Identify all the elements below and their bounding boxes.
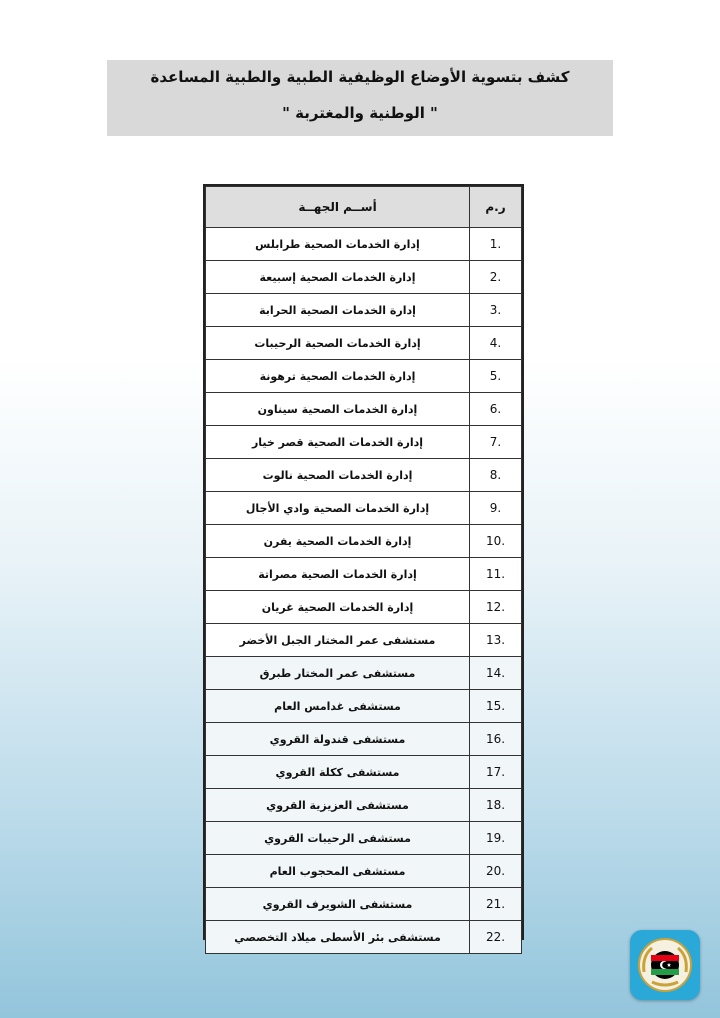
row-entity-name: مستشفى ككلة القروي bbox=[206, 756, 470, 789]
row-number: 6. bbox=[470, 393, 522, 426]
row-entity-name: مستشفى قندولة القروي bbox=[206, 723, 470, 756]
table-row bbox=[206, 558, 522, 591]
table-row bbox=[206, 921, 522, 954]
table-row bbox=[206, 492, 522, 525]
table-row bbox=[206, 657, 522, 690]
row-entity-name: إدارة الخدمات الصحية طرابلس bbox=[206, 228, 470, 261]
row-number: 13. bbox=[470, 624, 522, 657]
table-row bbox=[206, 228, 522, 261]
row-entity-name: إدارة الخدمات الصحية الرحيبات bbox=[206, 327, 470, 360]
table-row bbox=[206, 888, 522, 921]
row-entity-name: مستشفى عمر المختار طبرق bbox=[206, 657, 470, 690]
header-entity: أســم الجهــة bbox=[206, 187, 470, 228]
table-row bbox=[206, 459, 522, 492]
row-number: 10. bbox=[470, 525, 522, 558]
row-entity-name: إدارة الخدمات الصحية نالوت bbox=[206, 459, 470, 492]
header-number: ر.م bbox=[470, 187, 522, 228]
row-number: 5. bbox=[470, 360, 522, 393]
entities-table-grid bbox=[205, 186, 522, 954]
row-entity-name: مستشفى العزيزية القروي bbox=[206, 789, 470, 822]
entities-table bbox=[203, 184, 524, 944]
app-logo bbox=[630, 930, 700, 1000]
row-number: 18. bbox=[470, 789, 522, 822]
table-row bbox=[206, 327, 522, 360]
table-row bbox=[206, 294, 522, 327]
row-number: 20. bbox=[470, 855, 522, 888]
row-number: 3. bbox=[470, 294, 522, 327]
row-entity-name: إدارة الخدمات الصحية قصر خيار bbox=[206, 426, 470, 459]
table-header-row bbox=[206, 187, 522, 228]
row-entity-name: إدارة الخدمات الصحية يفرن bbox=[206, 525, 470, 558]
row-number: 15. bbox=[470, 690, 522, 723]
row-number: 16. bbox=[470, 723, 522, 756]
row-entity-name: مستشفى غدامس العام bbox=[206, 690, 470, 723]
row-entity-name: إدارة الخدمات الصحية الحرابة bbox=[206, 294, 470, 327]
row-entity-name: مستشفى المحجوب العام bbox=[206, 855, 470, 888]
row-entity-name: مستشفى الشويرف القروي bbox=[206, 888, 470, 921]
table-row bbox=[206, 393, 522, 426]
table-row bbox=[206, 426, 522, 459]
row-number: 8. bbox=[470, 459, 522, 492]
row-number: 12. bbox=[470, 591, 522, 624]
row-entity-name: إدارة الخدمات الصحية غريان bbox=[206, 591, 470, 624]
table-row bbox=[206, 789, 522, 822]
row-number: 17. bbox=[470, 756, 522, 789]
document-title-box bbox=[107, 60, 613, 136]
table-row bbox=[206, 723, 522, 756]
libya-emblem-icon bbox=[638, 938, 692, 992]
row-entity-name: إدارة الخدمات الصحية وادي الأجال bbox=[206, 492, 470, 525]
row-number: 21. bbox=[470, 888, 522, 921]
row-entity-name: مستشفى بئر الأسطى ميلاد التخصصي bbox=[206, 921, 470, 954]
table-row bbox=[206, 822, 522, 855]
table-row bbox=[206, 525, 522, 558]
row-entity-name: إدارة الخدمات الصحية سيناون bbox=[206, 393, 470, 426]
row-number: 2. bbox=[470, 261, 522, 294]
row-entity-name: إدارة الخدمات الصحية ترهونة bbox=[206, 360, 470, 393]
row-entity-name: إدارة الخدمات الصحية مصراتة bbox=[206, 558, 470, 591]
row-number: 9. bbox=[470, 492, 522, 525]
row-number: 11. bbox=[470, 558, 522, 591]
table-row bbox=[206, 855, 522, 888]
table-row bbox=[206, 591, 522, 624]
row-entity-name: إدارة الخدمات الصحية إسبيعة bbox=[206, 261, 470, 294]
row-number: 14. bbox=[470, 657, 522, 690]
title-line-2: " الوطنية والمغتربة " bbox=[282, 104, 438, 122]
row-number: 4. bbox=[470, 327, 522, 360]
table-row bbox=[206, 261, 522, 294]
row-number: 7. bbox=[470, 426, 522, 459]
row-number: 19. bbox=[470, 822, 522, 855]
table-row bbox=[206, 690, 522, 723]
table-row bbox=[206, 360, 522, 393]
table-row bbox=[206, 756, 522, 789]
row-entity-name: مستشفى الرحيبات القروي bbox=[206, 822, 470, 855]
table-row bbox=[206, 624, 522, 657]
title-line-1: كشف بتسوية الأوضاع الوظيفية الطبية والطبية المساعدة bbox=[150, 68, 570, 86]
row-entity-name: مستشفى عمر المختار الجبل الأخضر bbox=[206, 624, 470, 657]
row-number: 22. bbox=[470, 921, 522, 954]
row-number: 1. bbox=[470, 228, 522, 261]
